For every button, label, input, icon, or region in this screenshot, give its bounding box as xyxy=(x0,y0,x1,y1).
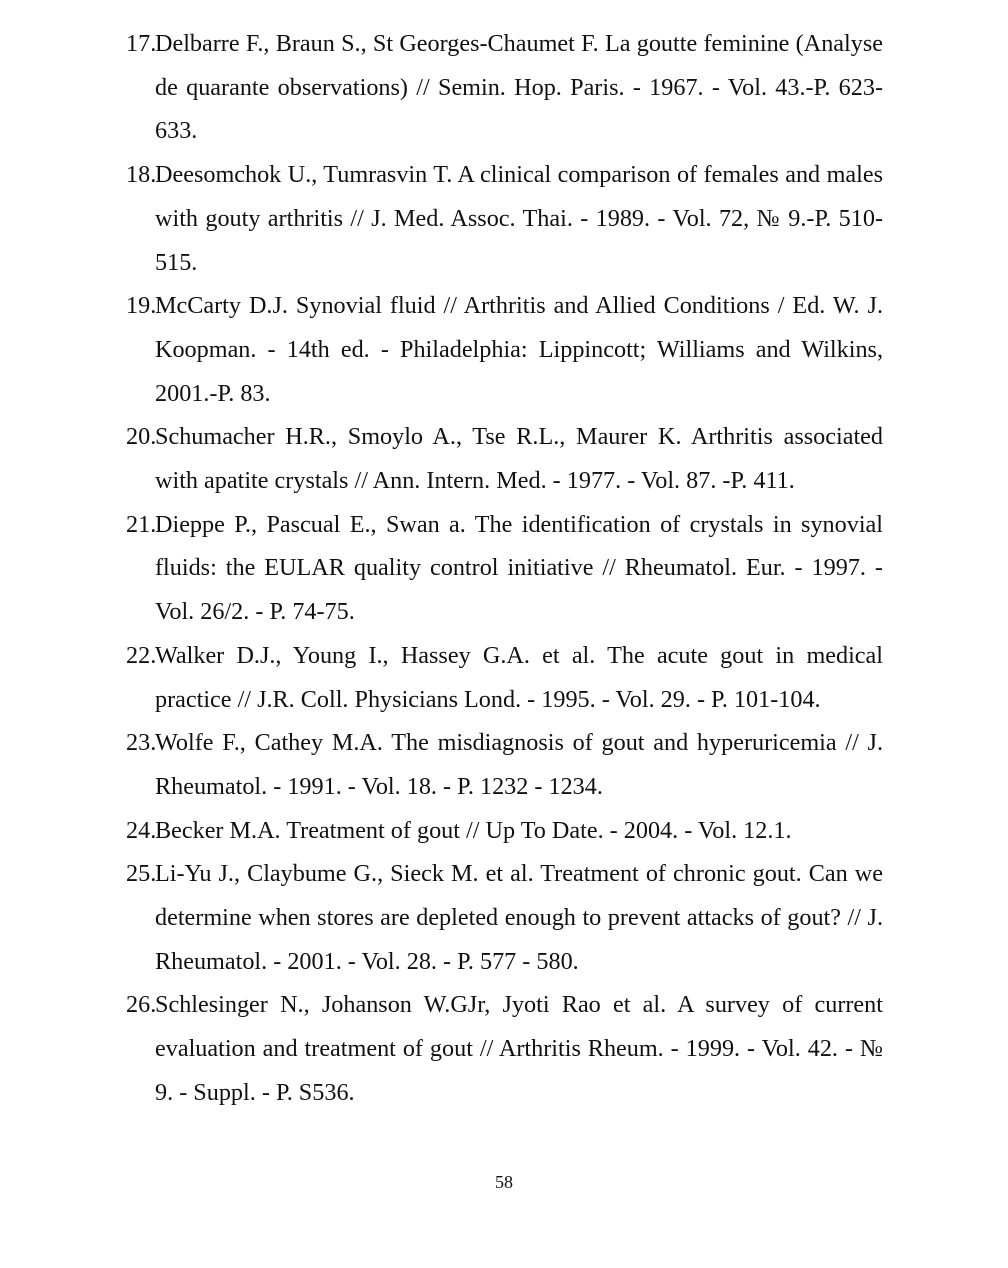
reference-item xyxy=(126,852,883,983)
reference-number: 21. xyxy=(126,510,157,538)
reference-item xyxy=(126,983,883,1114)
reference-number: 17. xyxy=(126,30,157,57)
reference-text: Schlesinger N., Johanson W.GJr, Jyoti Rao et al. A survey of current evaluation and treatment of gout // Arthritis Rheum. - 1999. - Vol. 42. - № 9. - Suppl. - P. S536. xyxy=(155,991,883,1106)
reference-text: Delbarre F., Braun S., St Georges-Chaumet F. La goutte feminine (Analyse de quarante observations) // Semin. Hop. Paris. - 1967. - Vol. 43.-P. 623-633. xyxy=(155,30,883,145)
reference-text: Becker M.A. Treatment of gout // Up To Date. - 2004. - Vol. 12.1. xyxy=(155,816,792,844)
reference-number: 23. xyxy=(126,729,157,757)
reference-number: 25. xyxy=(126,860,157,888)
reference-text: Schumacher H.R., Smoylo A., Tse R.L., Maurer K. Arthritis associated with apatite crystals // Ann. Intern. Med. - 1977. - Vol. 87. -P. 411. xyxy=(155,423,883,495)
reference-text: Wolfe F., Cathey M.A. The misdiagnosis of gout and hyperuricemia // J. Rheumatol. - 1991. - Vol. 18. - P. 1232 - 1234. xyxy=(155,729,883,800)
reference-item xyxy=(126,634,883,721)
reference-number: 18. xyxy=(126,161,157,189)
reference-item xyxy=(126,721,883,808)
reference-item xyxy=(126,22,883,153)
reference-item xyxy=(126,503,883,634)
reference-item xyxy=(126,809,883,853)
reference-number: 20. xyxy=(126,423,157,451)
reference-item xyxy=(126,153,883,284)
reference-number: 24. xyxy=(126,816,157,844)
reference-list xyxy=(126,22,883,1115)
reference-number: 19. xyxy=(126,292,157,320)
reference-number: 26. xyxy=(126,991,157,1019)
reference-item xyxy=(126,415,883,502)
reference-text: McCarty D.J. Synovial fluid // Arthritis and Allied Conditions / Ed. W. J. Koopman. - 14th ed. - Philadelphia: Lippincott; Williams and Wilkins, 2001.-P. 83. xyxy=(155,292,883,407)
reference-text: Deesomchok U., Tumrasvin T. A clinical comparison of females and males with gouty arthritis // J. Med. Assoc. Thai. - 1989. - Vol. 72, № 9.-P. 510-515. xyxy=(155,161,883,276)
reference-item xyxy=(126,284,883,415)
page-number: 58 xyxy=(495,1172,513,1192)
reference-text: Li-Yu J., Claybume G., Sieck M. et al. Treatment of chronic gout. Can we determine when stores are depleted enough to prevent attacks of gout? // J. Rheumatol. - 2001. - Vol. 28. - P. 577 - 580. xyxy=(155,860,883,975)
reference-text: Dieppe P., Pascual E., Swan a. The identification of crystals in synovial fluids: the EULAR quality control initiative // Rheumatol. Eur. - 1997. - Vol. 26/2. - P. 74-75. xyxy=(155,510,883,626)
reference-number: 22. xyxy=(126,641,157,669)
reference-text: Walker D.J., Young I., Hassey G.A. et al. The acute gout in medical practice // J.R. Coll. Physicians Lond. - 1995. - Vol. 29. - P. 101-104. xyxy=(155,641,883,713)
